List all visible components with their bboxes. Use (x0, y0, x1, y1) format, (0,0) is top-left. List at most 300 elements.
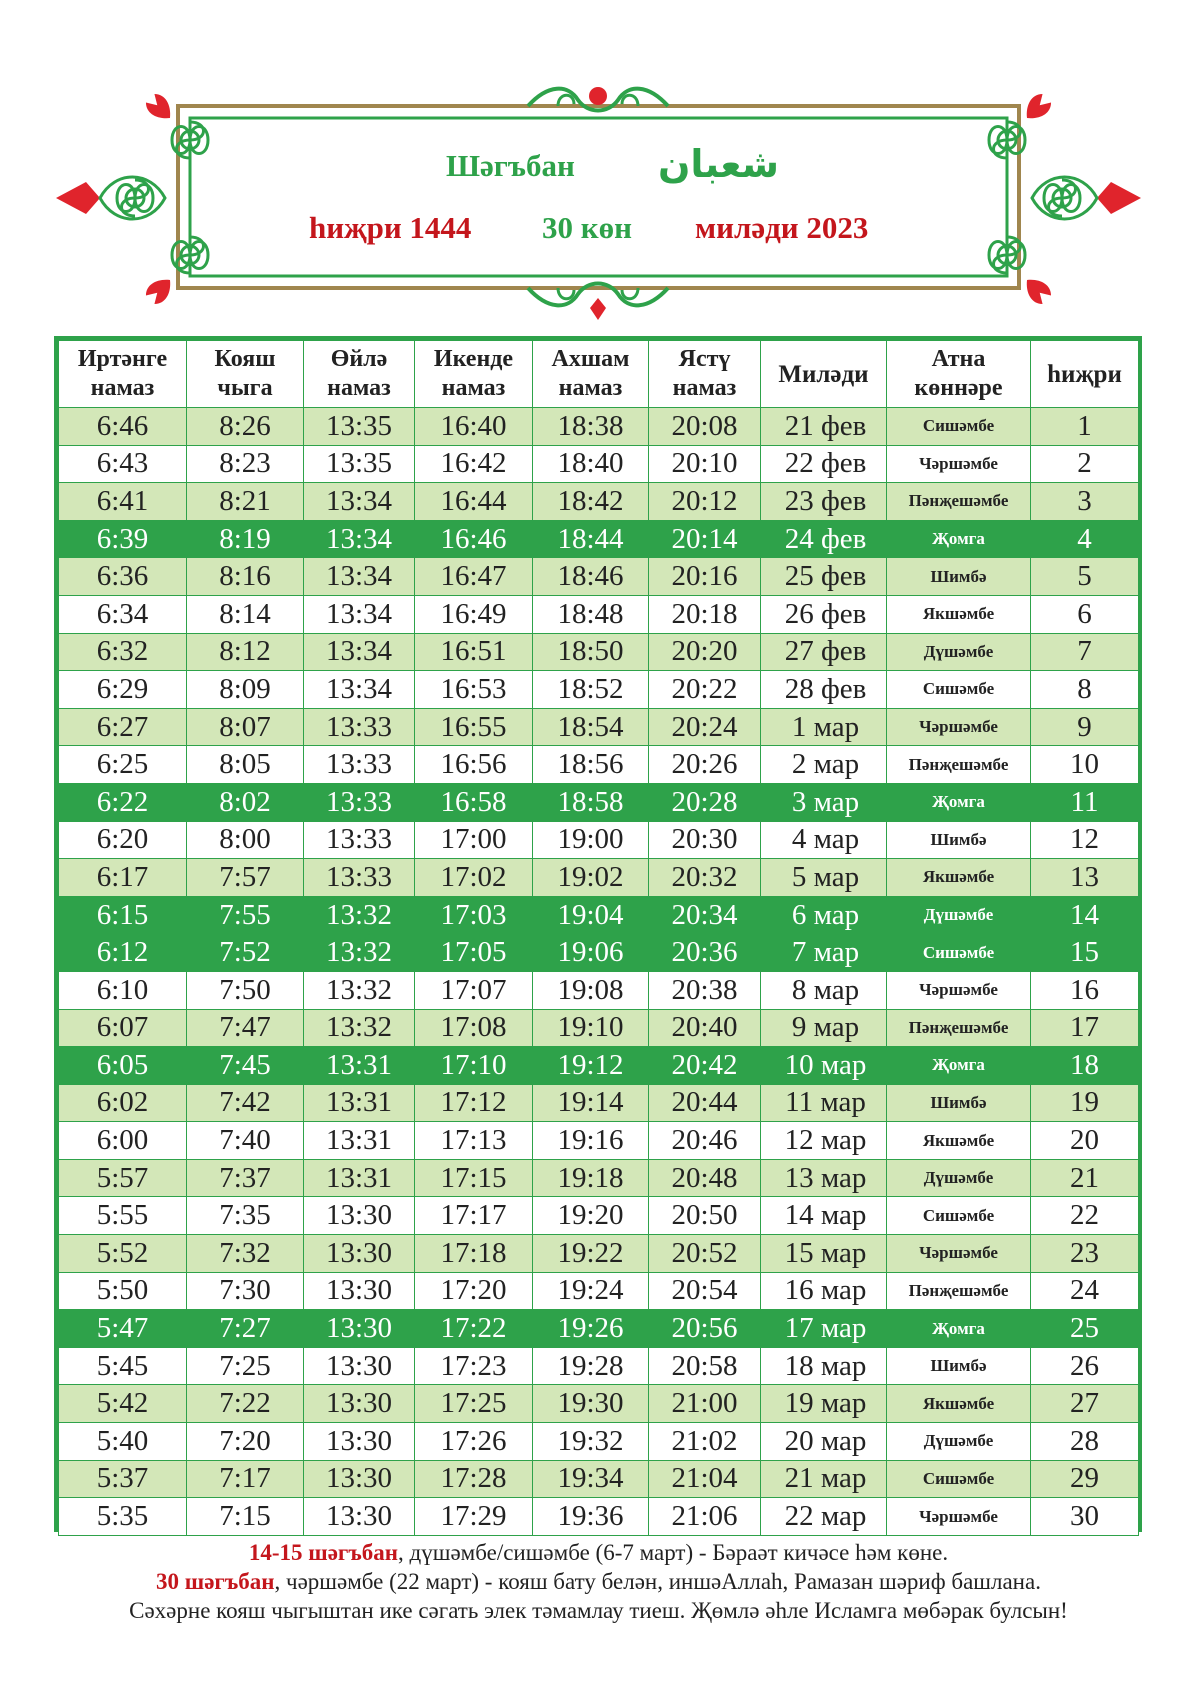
cell-isha: 21:06 (649, 1498, 761, 1536)
cell-fajr: 6:34 (59, 595, 187, 633)
cell-weekday: Пәнҗешәмбе (887, 1009, 1031, 1047)
cell-hijri: 26 (1031, 1347, 1139, 1385)
column-header-label: Атна (931, 346, 986, 372)
cell-gregorian: 20 мар (761, 1423, 887, 1461)
cell-isha: 20:48 (649, 1159, 761, 1197)
cell-hijri: 16 (1031, 971, 1139, 1009)
column-header-label: намаз (441, 375, 506, 401)
cell-fajr: 5:57 (59, 1159, 187, 1197)
cell-fajr: 6:29 (59, 671, 187, 709)
cell-maghrib: 18:56 (533, 746, 649, 784)
cell-sunrise: 8:14 (187, 595, 304, 633)
cell-fajr: 6:02 (59, 1084, 187, 1122)
cell-dhuhr: 13:32 (304, 934, 415, 972)
cell-gregorian: 26 фев (761, 595, 887, 633)
table-row (59, 1197, 1139, 1235)
cell-isha: 20:10 (649, 445, 761, 483)
cell-dhuhr: 13:31 (304, 1159, 415, 1197)
cell-maghrib: 19:36 (533, 1498, 649, 1536)
cell-dhuhr: 13:30 (304, 1310, 415, 1348)
cell-sunrise: 7:45 (187, 1047, 304, 1085)
cell-hijri: 17 (1031, 1009, 1139, 1047)
footer-notes (0, 1538, 1197, 1625)
table-row (59, 558, 1139, 596)
cell-asr: 17:10 (415, 1047, 533, 1085)
cell-hijri: 29 (1031, 1460, 1139, 1498)
cell-dhuhr: 13:30 (304, 1235, 415, 1273)
cell-gregorian: 18 мар (761, 1347, 887, 1385)
cell-weekday: Сишәмбе (887, 1460, 1031, 1498)
cell-weekday: Чәршәмбе (887, 445, 1031, 483)
cell-dhuhr: 13:30 (304, 1347, 415, 1385)
cell-hijri: 25 (1031, 1310, 1139, 1348)
cell-hijri: 21 (1031, 1159, 1139, 1197)
cell-fajr: 6:39 (59, 520, 187, 558)
table-row (59, 595, 1139, 633)
cell-asr: 17:29 (415, 1498, 533, 1536)
cell-gregorian: 3 мар (761, 783, 887, 821)
column-header-label: намаз (558, 375, 623, 401)
cell-weekday: Шимбә (887, 821, 1031, 859)
column-header-dhuhr (304, 341, 415, 408)
cell-gregorian: 2 мар (761, 746, 887, 784)
cell-dhuhr: 13:33 (304, 783, 415, 821)
cell-isha: 20:14 (649, 520, 761, 558)
cell-fajr: 6:27 (59, 708, 187, 746)
cell-sunrise: 8:21 (187, 483, 304, 521)
cell-gregorian: 16 мар (761, 1272, 887, 1310)
table-row (59, 1460, 1139, 1498)
cell-isha: 20:36 (649, 934, 761, 972)
column-header-weekday (887, 341, 1031, 408)
table-row (59, 896, 1139, 934)
cell-isha: 20:26 (649, 746, 761, 784)
cell-weekday: Якшәмбе (887, 1385, 1031, 1423)
cell-maghrib: 19:26 (533, 1310, 649, 1348)
cell-fajr: 6:32 (59, 633, 187, 671)
cell-isha: 20:52 (649, 1235, 761, 1273)
footer-highlight-1: 14-15 шәгъбан (248, 1540, 399, 1565)
table-row (59, 1047, 1139, 1085)
column-header-label: көннәре (914, 375, 1003, 401)
cell-sunrise: 7:22 (187, 1385, 304, 1423)
cell-weekday: Сишәмбе (887, 408, 1031, 446)
cell-isha: 20:54 (649, 1272, 761, 1310)
cell-isha: 20:58 (649, 1347, 761, 1385)
cell-maghrib: 18:42 (533, 483, 649, 521)
cell-asr: 17:05 (415, 934, 533, 972)
table-row (59, 859, 1139, 897)
cell-hijri: 28 (1031, 1423, 1139, 1461)
table-row (59, 1423, 1139, 1461)
cell-sunrise: 7:37 (187, 1159, 304, 1197)
column-header-label: Иртәнге (77, 346, 168, 372)
cell-dhuhr: 13:30 (304, 1423, 415, 1461)
month-title-arabic: شعبان (658, 142, 780, 186)
cell-maghrib: 18:46 (533, 558, 649, 596)
table-body (59, 408, 1139, 1536)
cell-gregorian: 12 мар (761, 1122, 887, 1160)
cell-maghrib: 18:52 (533, 671, 649, 709)
cell-weekday: Сишәмбе (887, 1197, 1031, 1235)
cell-dhuhr: 13:33 (304, 859, 415, 897)
cell-sunrise: 7:32 (187, 1235, 304, 1273)
cell-gregorian: 9 мар (761, 1009, 887, 1047)
cell-isha: 21:04 (649, 1460, 761, 1498)
cell-dhuhr: 13:30 (304, 1460, 415, 1498)
cell-dhuhr: 13:30 (304, 1385, 415, 1423)
cell-dhuhr: 13:34 (304, 483, 415, 521)
cell-maghrib: 19:08 (533, 971, 649, 1009)
table-row (59, 1498, 1139, 1536)
footer-highlight-2: 30 шәгъбан (156, 1569, 275, 1594)
cell-dhuhr: 13:31 (304, 1047, 415, 1085)
cell-hijri: 11 (1031, 783, 1139, 821)
cell-weekday: Якшәмбе (887, 1122, 1031, 1160)
cell-weekday: Дүшәмбе (887, 633, 1031, 671)
left-ornament (56, 91, 208, 307)
frame-outer (178, 106, 1019, 288)
cell-asr: 17:00 (415, 821, 533, 859)
cell-isha: 20:22 (649, 671, 761, 709)
cell-sunrise: 7:47 (187, 1009, 304, 1047)
cell-hijri: 13 (1031, 859, 1139, 897)
column-header-sunrise (187, 341, 304, 408)
cell-fajr: 5:40 (59, 1423, 187, 1461)
cell-dhuhr: 13:30 (304, 1272, 415, 1310)
table-row (59, 1159, 1139, 1197)
cell-maghrib: 18:40 (533, 445, 649, 483)
cell-hijri: 10 (1031, 746, 1139, 784)
table-row (59, 1122, 1139, 1160)
cell-isha: 20:12 (649, 483, 761, 521)
column-header-fajr (59, 341, 187, 408)
cell-dhuhr: 13:33 (304, 708, 415, 746)
days-count: 30 көн (542, 210, 632, 245)
cell-fajr: 6:10 (59, 971, 187, 1009)
cell-fajr: 5:55 (59, 1197, 187, 1235)
cell-gregorian: 6 мар (761, 896, 887, 934)
cell-asr: 17:28 (415, 1460, 533, 1498)
cell-sunrise: 7:50 (187, 971, 304, 1009)
cell-asr: 17:07 (415, 971, 533, 1009)
cell-dhuhr: 13:30 (304, 1197, 415, 1235)
cell-sunrise: 8:05 (187, 746, 304, 784)
cell-hijri: 12 (1031, 821, 1139, 859)
cell-sunrise: 7:27 (187, 1310, 304, 1348)
cell-maghrib: 19:18 (533, 1159, 649, 1197)
cell-weekday: Җомга (887, 783, 1031, 821)
cell-fajr: 6:07 (59, 1009, 187, 1047)
cell-asr: 16:56 (415, 746, 533, 784)
cell-weekday: Дүшәмбе (887, 896, 1031, 934)
cell-weekday: Чәршәмбе (887, 1235, 1031, 1273)
cell-dhuhr: 13:34 (304, 671, 415, 709)
table-header (59, 341, 1139, 408)
table-row (59, 708, 1139, 746)
cell-asr: 17:22 (415, 1310, 533, 1348)
cell-gregorian: 25 фев (761, 558, 887, 596)
cell-gregorian: 28 фев (761, 671, 887, 709)
table-row (59, 408, 1139, 446)
cell-dhuhr: 13:34 (304, 520, 415, 558)
cell-fajr: 6:36 (59, 558, 187, 596)
cell-weekday: Чәршәмбе (887, 708, 1031, 746)
cell-hijri: 1 (1031, 408, 1139, 446)
cell-isha: 20:34 (649, 896, 761, 934)
cell-sunrise: 8:09 (187, 671, 304, 709)
cell-hijri: 3 (1031, 483, 1139, 521)
cell-maghrib: 19:32 (533, 1423, 649, 1461)
cell-dhuhr: 13:33 (304, 746, 415, 784)
cell-gregorian: 21 мар (761, 1460, 887, 1498)
footer-text-2: , чәршәмбе (22 март) - кояш бату белән, иншәАллаһ, Рамазан шәриф башлана. (274, 1569, 1041, 1594)
cell-dhuhr: 13:30 (304, 1498, 415, 1536)
table-row (59, 783, 1139, 821)
cell-gregorian: 27 фев (761, 633, 887, 671)
cell-gregorian: 21 фев (761, 408, 887, 446)
cell-isha: 20:44 (649, 1084, 761, 1122)
table-row (59, 671, 1139, 709)
cell-sunrise: 7:57 (187, 859, 304, 897)
table-row (59, 633, 1139, 671)
cell-isha: 20:50 (649, 1197, 761, 1235)
title-row (0, 142, 1197, 194)
cell-asr: 16:49 (415, 595, 533, 633)
cell-fajr: 5:52 (59, 1235, 187, 1273)
cell-sunrise: 8:16 (187, 558, 304, 596)
table-row (59, 746, 1139, 784)
cell-hijri: 18 (1031, 1047, 1139, 1085)
cell-gregorian: 24 фев (761, 520, 887, 558)
cell-sunrise: 8:02 (187, 783, 304, 821)
cell-asr: 17:12 (415, 1084, 533, 1122)
cell-dhuhr: 13:34 (304, 633, 415, 671)
cell-weekday: Пәнҗешәмбе (887, 1272, 1031, 1310)
cell-weekday: Җомга (887, 1047, 1031, 1085)
cell-maghrib: 19:20 (533, 1197, 649, 1235)
cell-weekday: Дүшәмбе (887, 1423, 1031, 1461)
cell-maghrib: 19:04 (533, 896, 649, 934)
cell-weekday: Чәршәмбе (887, 971, 1031, 1009)
column-header-isha (649, 341, 761, 408)
column-header-label: Өйлә (330, 346, 388, 372)
cell-asr: 17:15 (415, 1159, 533, 1197)
cell-isha: 21:00 (649, 1385, 761, 1423)
prayer-times-table (54, 336, 1142, 1532)
cell-fajr: 5:35 (59, 1498, 187, 1536)
cell-asr: 17:13 (415, 1122, 533, 1160)
cell-asr: 17:23 (415, 1347, 533, 1385)
table-row (59, 821, 1139, 859)
cell-dhuhr: 13:31 (304, 1084, 415, 1122)
cell-maghrib: 18:48 (533, 595, 649, 633)
cell-sunrise: 7:20 (187, 1423, 304, 1461)
cell-hijri: 23 (1031, 1235, 1139, 1273)
cell-sunrise: 7:52 (187, 934, 304, 972)
column-header-label: Кояш (214, 346, 276, 372)
cell-maghrib: 19:00 (533, 821, 649, 859)
cell-weekday: Җомга (887, 520, 1031, 558)
cell-maghrib: 18:58 (533, 783, 649, 821)
year-row (0, 210, 1197, 254)
cell-maghrib: 19:30 (533, 1385, 649, 1423)
cell-dhuhr: 13:32 (304, 1009, 415, 1047)
cell-asr: 16:53 (415, 671, 533, 709)
cell-fajr: 6:25 (59, 746, 187, 784)
table-row (59, 1009, 1139, 1047)
cell-fajr: 5:42 (59, 1385, 187, 1423)
cell-maghrib: 18:50 (533, 633, 649, 671)
cell-maghrib: 19:22 (533, 1235, 649, 1273)
cell-maghrib: 18:54 (533, 708, 649, 746)
cell-weekday: Шимбә (887, 1084, 1031, 1122)
cell-fajr: 5:45 (59, 1347, 187, 1385)
cell-sunrise: 7:42 (187, 1084, 304, 1122)
column-header-hijri (1031, 341, 1139, 408)
column-header-label: Миләди (778, 360, 869, 388)
cell-dhuhr: 13:32 (304, 971, 415, 1009)
footer-text-1: , дүшәмбе/сишәмбе (6-7 март) - Бәраәт кичәсе һәм көне. (398, 1540, 949, 1565)
cell-isha: 20:40 (649, 1009, 761, 1047)
cell-weekday: Чәршәмбе (887, 1498, 1031, 1536)
cell-maghrib: 19:24 (533, 1272, 649, 1310)
cell-asr: 16:51 (415, 633, 533, 671)
cell-isha: 20:18 (649, 595, 761, 633)
right-ornament (989, 91, 1141, 307)
cell-isha: 20:46 (649, 1122, 761, 1160)
cell-isha: 20:08 (649, 408, 761, 446)
cell-gregorian: 10 мар (761, 1047, 887, 1085)
cell-fajr: 5:47 (59, 1310, 187, 1348)
cell-isha: 20:24 (649, 708, 761, 746)
table-row (59, 1347, 1139, 1385)
cell-gregorian: 11 мар (761, 1084, 887, 1122)
cell-sunrise: 7:25 (187, 1347, 304, 1385)
cell-weekday: Җомга (887, 1310, 1031, 1348)
cell-weekday: Сишәмбе (887, 934, 1031, 972)
cell-fajr: 6:43 (59, 445, 187, 483)
cell-sunrise: 7:35 (187, 1197, 304, 1235)
cell-isha: 20:32 (649, 859, 761, 897)
table-row (59, 1272, 1139, 1310)
cell-dhuhr: 13:32 (304, 896, 415, 934)
cell-sunrise: 7:40 (187, 1122, 304, 1160)
cell-weekday: Сишәмбе (887, 671, 1031, 709)
cell-gregorian: 15 мар (761, 1235, 887, 1273)
cell-asr: 17:08 (415, 1009, 533, 1047)
cell-dhuhr: 13:34 (304, 558, 415, 596)
table-row (59, 934, 1139, 972)
cell-gregorian: 23 фев (761, 483, 887, 521)
cell-dhuhr: 13:35 (304, 445, 415, 483)
cell-isha: 21:02 (649, 1423, 761, 1461)
cell-weekday: Шимбә (887, 558, 1031, 596)
table-row (59, 483, 1139, 521)
cell-maghrib: 18:44 (533, 520, 649, 558)
cell-fajr: 5:37 (59, 1460, 187, 1498)
cell-isha: 20:30 (649, 821, 761, 859)
cell-sunrise: 7:15 (187, 1498, 304, 1536)
cell-maghrib: 19:14 (533, 1084, 649, 1122)
cell-hijri: 8 (1031, 671, 1139, 709)
cell-fajr: 6:12 (59, 934, 187, 972)
column-header-gregorian (761, 341, 887, 408)
cell-maghrib: 19:12 (533, 1047, 649, 1085)
table-row (59, 971, 1139, 1009)
cell-weekday: Дүшәмбе (887, 1159, 1031, 1197)
cell-fajr: 6:22 (59, 783, 187, 821)
cell-maghrib: 19:10 (533, 1009, 649, 1047)
cell-dhuhr: 13:31 (304, 1122, 415, 1160)
column-header-asr (415, 341, 533, 408)
cell-fajr: 6:05 (59, 1047, 187, 1085)
cell-asr: 17:26 (415, 1423, 533, 1461)
cell-asr: 16:58 (415, 783, 533, 821)
gregorian-year: миләди 2023 (695, 210, 869, 245)
cell-fajr: 6:00 (59, 1122, 187, 1160)
table-row (59, 1385, 1139, 1423)
cell-hijri: 4 (1031, 520, 1139, 558)
cell-fajr: 6:15 (59, 896, 187, 934)
cell-hijri: 2 (1031, 445, 1139, 483)
cell-asr: 16:47 (415, 558, 533, 596)
cell-maghrib: 19:28 (533, 1347, 649, 1385)
cell-fajr: 6:46 (59, 408, 187, 446)
cell-asr: 16:40 (415, 408, 533, 446)
cell-maghrib: 19:06 (533, 934, 649, 972)
cell-hijri: 24 (1031, 1272, 1139, 1310)
cell-asr: 16:46 (415, 520, 533, 558)
column-header-label: Ястү (678, 346, 731, 372)
cell-weekday: Пәнҗешәмбе (887, 746, 1031, 784)
column-header-label: намаз (90, 375, 155, 401)
footer-line-1 (0, 1538, 1197, 1567)
cell-asr: 17:03 (415, 896, 533, 934)
cell-gregorian: 1 мар (761, 708, 887, 746)
cell-weekday: Якшәмбе (887, 859, 1031, 897)
cell-hijri: 30 (1031, 1498, 1139, 1536)
cell-asr: 16:44 (415, 483, 533, 521)
cell-sunrise: 8:07 (187, 708, 304, 746)
cell-dhuhr: 13:34 (304, 595, 415, 633)
cell-asr: 17:20 (415, 1272, 533, 1310)
cell-gregorian: 5 мар (761, 859, 887, 897)
cell-hijri: 9 (1031, 708, 1139, 746)
cell-hijri: 15 (1031, 934, 1139, 972)
table-row (59, 445, 1139, 483)
cell-sunrise: 8:23 (187, 445, 304, 483)
table-row (59, 1084, 1139, 1122)
column-header-label: намаз (672, 375, 737, 401)
cell-asr: 17:17 (415, 1197, 533, 1235)
table-row (59, 1235, 1139, 1273)
hijri-year: һиҗри 1444 (309, 210, 472, 245)
cell-sunrise: 8:00 (187, 821, 304, 859)
cell-sunrise: 8:26 (187, 408, 304, 446)
cell-isha: 20:38 (649, 971, 761, 1009)
cell-isha: 20:42 (649, 1047, 761, 1085)
column-header-label: Ахшам (551, 346, 630, 372)
cell-sunrise: 7:55 (187, 896, 304, 934)
cell-hijri: 20 (1031, 1122, 1139, 1160)
cell-asr: 16:42 (415, 445, 533, 483)
cell-dhuhr: 13:33 (304, 821, 415, 859)
cell-gregorian: 8 мар (761, 971, 887, 1009)
cell-isha: 20:20 (649, 633, 761, 671)
cell-asr: 17:18 (415, 1235, 533, 1273)
footer-line-2 (0, 1567, 1197, 1596)
